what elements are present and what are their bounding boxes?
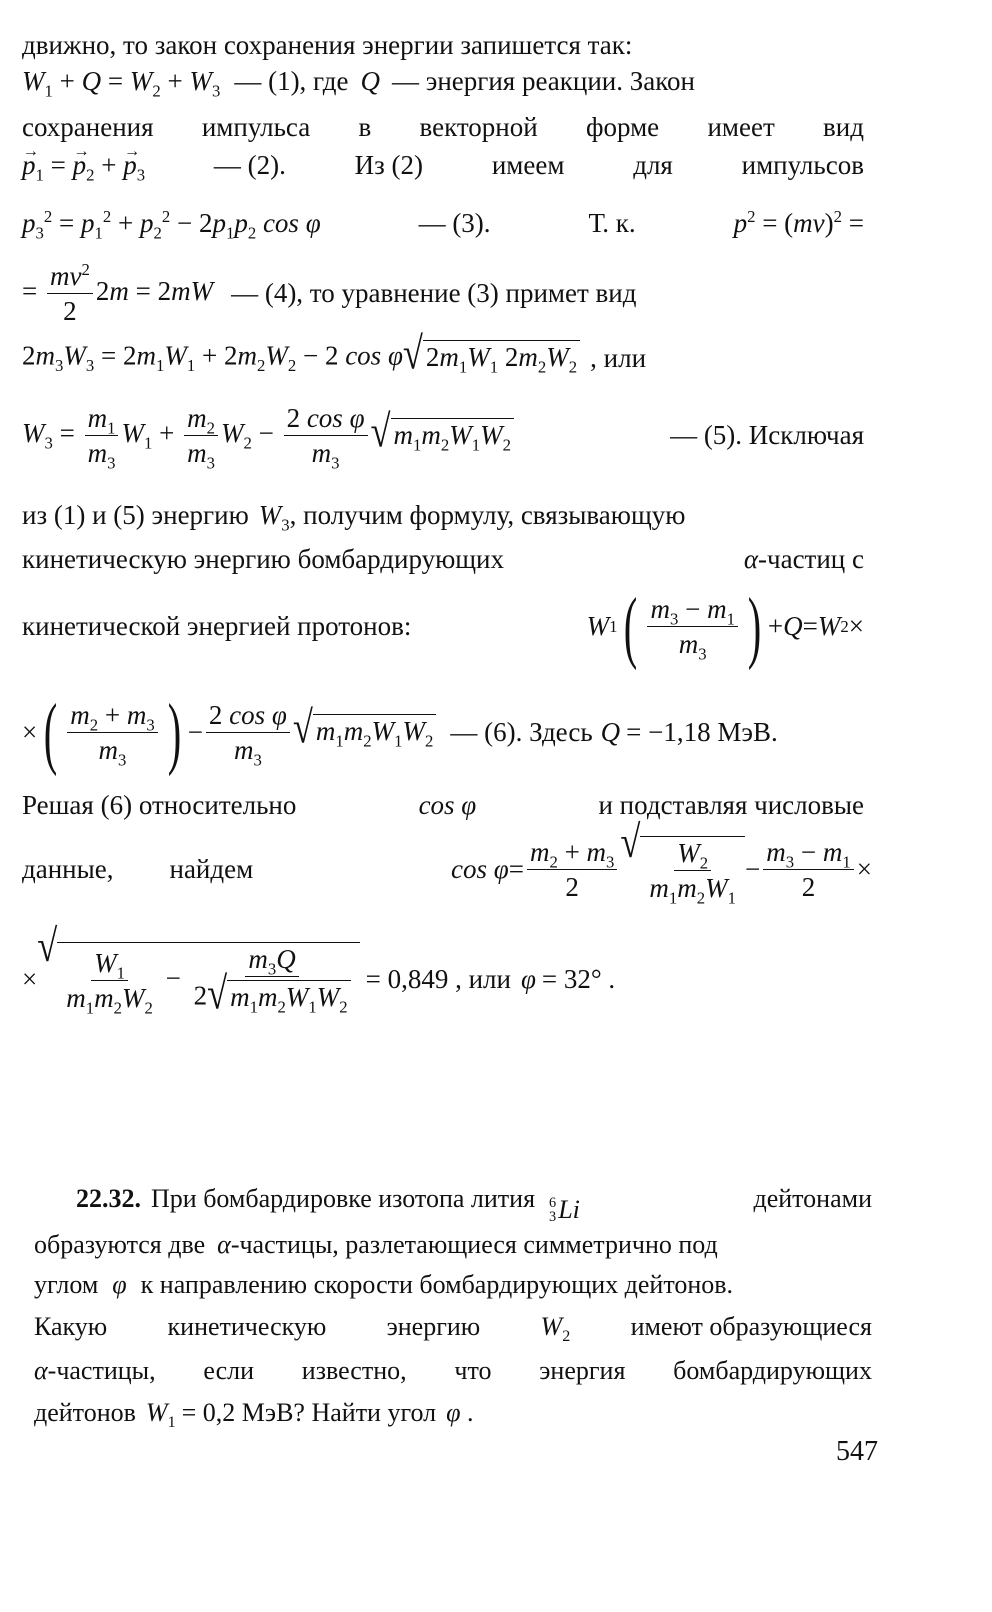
text-span: = 0,2 МэВ? Найти угол xyxy=(181,1398,437,1427)
text-span: найдем xyxy=(169,853,254,884)
alpha-symbol: α xyxy=(34,1356,48,1385)
equation-6-part-1: W 1 ( $\frac{m_3 - m_1}{m_3}$ ) + Q = W 2 × xyxy=(586,581,864,671)
text-span: известно, xyxy=(301,1356,407,1385)
momentum-vector-formula: → $p_1$ = → $p_2$ + → $p_3$ xyxy=(22,152,145,179)
text-span: импульса xyxy=(201,112,311,142)
text-span: векторной xyxy=(419,112,538,142)
text-line-5 xyxy=(22,207,864,243)
energy-conservation-formula: $W_1 + Q = W_2 + W_3$ xyxy=(22,66,221,101)
text-line-9 xyxy=(22,500,864,535)
text-line-12 xyxy=(22,687,872,777)
text-span: — энергия реакции. Закон xyxy=(392,66,695,96)
text-span: импульсов xyxy=(741,150,864,180)
text-line-6 xyxy=(22,262,864,326)
text-span: Решая (6) относительно xyxy=(22,790,297,820)
text-line-1 xyxy=(22,32,864,59)
text-span: энергия xyxy=(539,1356,626,1385)
text-line-8 xyxy=(22,403,864,473)
problem-line-3 xyxy=(34,1272,872,1298)
q-value: = −1,18 МэВ. xyxy=(626,717,778,747)
text-span: При бомбардировке изотопа лития xyxy=(151,1184,536,1213)
text-span: Из (2) xyxy=(354,150,424,180)
text-line-2 xyxy=(22,66,864,101)
text-span: имеют образующиеся xyxy=(630,1312,872,1341)
text-span: форме xyxy=(586,112,660,142)
text-span: образуются две xyxy=(34,1230,206,1259)
phi-symbol: φ xyxy=(520,963,536,994)
angle-result: = 32° . xyxy=(541,963,616,994)
q-symbol: Q xyxy=(600,717,621,747)
problem-line-5 xyxy=(34,1358,872,1384)
text-span: дейтонами xyxy=(753,1184,872,1213)
lithium-isotope: 6 3 Li xyxy=(549,1195,580,1226)
text-span: к направлению скорости бомбардирующих дейтонов. xyxy=(140,1270,734,1299)
text-span: Т. к. xyxy=(588,208,636,238)
problem-number: 22.32. xyxy=(76,1184,141,1213)
text-span: кинетическую энергию бомбардирующих xyxy=(22,544,505,574)
phi-symbol: φ . xyxy=(446,1398,474,1427)
alpha-symbol: α xyxy=(217,1230,231,1259)
cos-phi-symbol: cos φ xyxy=(418,790,477,820)
alpha-symbol: α xyxy=(743,544,759,574)
text-span: , получим формулу, связывающую xyxy=(289,500,686,530)
phi-symbol: φ xyxy=(112,1270,127,1299)
text-span: — (5). Исключая xyxy=(670,420,864,451)
cos-phi-formula-part-2: × √ $\frac{W_1}{m_1m_2W_2}$ − $m_3Q$ 2 √ $m_1m_2W_1W_2$ xyxy=(22,942,360,1017)
text-span: кинетическую xyxy=(167,1312,327,1341)
text-span: — (1), где xyxy=(234,66,349,96)
cos-phi-formula-part-1: cos φ = $\frac{m_2 + m_3}{2}$ √ $\frac{W_2}{m_1m_2W_1}$ − $\frac{m_3 - m_1}{2}$ × xyxy=(451,816,872,908)
momentum-squared-formula: $p^2 = (mv)^2$ = xyxy=(733,207,864,238)
equation-3-rewritten: $2m_3W_3 = 2m_1W_1 + 2m_2W_2 - 2$ cos φ √ $2m_1W_1$ $2m_2W_2$ xyxy=(22,340,580,376)
text-span: = 0,849 , или xyxy=(365,963,511,994)
problem-line-2 xyxy=(34,1232,872,1258)
text-span: что xyxy=(454,1356,492,1385)
kinetic-energy-formula: = $\frac{mv^2}{2}$ 2m = 2mW xyxy=(22,260,214,327)
text-span: -частицы, xyxy=(47,1356,156,1385)
problem-line-1 xyxy=(76,1186,872,1225)
text-span: — (4), то уравнение (3) примет вид xyxy=(231,278,637,309)
text-line-11 xyxy=(22,581,864,671)
text-span: данные, xyxy=(22,853,114,884)
text-span: из (1) и (5) энергию xyxy=(22,500,249,530)
text-span: вид xyxy=(823,112,864,142)
text-span: имеет xyxy=(707,112,775,142)
problem-line-4 xyxy=(34,1312,872,1346)
page-number: 547 xyxy=(836,1436,878,1467)
w3-symbol: $W_3$ xyxy=(258,500,290,535)
text-span: — (3). xyxy=(418,208,491,238)
text-span: — (2). xyxy=(213,150,286,180)
w2-symbol: $W_2$ xyxy=(540,1312,571,1346)
text-line-15 xyxy=(22,920,864,1019)
text-span: если xyxy=(203,1356,255,1385)
equation-6-part-2: × ( $\frac{m_2 + m_3}{m_3}$ ) − $\frac{\text{2 cos φ}}{m_3}$ √ $m_1m_2W_1W_2$ xyxy=(22,692,436,773)
text-span: в xyxy=(358,112,372,142)
text-span: энергию xyxy=(386,1312,481,1341)
text-span: -частиц с xyxy=(758,544,864,574)
text-line-3 xyxy=(22,114,864,141)
text-line-14 xyxy=(22,816,872,908)
q-symbol: Q xyxy=(360,66,381,96)
momentum-cosine-formula: $p_3^2 = p_1^2 + p_2^2 - 2p_1p_2$ cos φ xyxy=(22,207,321,243)
text-span: и подставляя числовые xyxy=(598,790,864,820)
equation-5: $W_3$ = $\frac{m_1}{m_3}$ $W_1$ + $\frac{m_2}{m_3}$ $W_2$ − $\frac{\text{2 cos φ}}{m_3}$ √ $m_1m_2W_1W_2$ xyxy=(22,404,514,468)
text-span: -частицы, разлетающиеся симметрично под xyxy=(230,1230,718,1259)
text-span: имеем xyxy=(491,150,565,180)
text-span: бомбардирующих xyxy=(673,1356,872,1385)
text-span: дейтонов xyxy=(34,1398,136,1427)
text-span: движно, то закон сохранения энергии запишется так: xyxy=(22,30,633,60)
text-span: , или xyxy=(590,342,647,373)
text-span: сохранения xyxy=(22,112,154,142)
text-line-13 xyxy=(22,792,864,819)
text-span: углом xyxy=(34,1270,99,1299)
text-line-10 xyxy=(22,546,864,573)
text-span: кинетической энергией протонов: xyxy=(22,611,412,641)
problem-line-6 xyxy=(34,1398,872,1432)
text-span: для xyxy=(633,150,673,180)
w1-symbol: $W_1$ xyxy=(145,1398,176,1432)
text-line-4 xyxy=(22,150,864,185)
text-line-7 xyxy=(22,328,864,379)
text-span: — (6). Здесь xyxy=(450,717,593,747)
text-span: Какую xyxy=(34,1312,108,1341)
